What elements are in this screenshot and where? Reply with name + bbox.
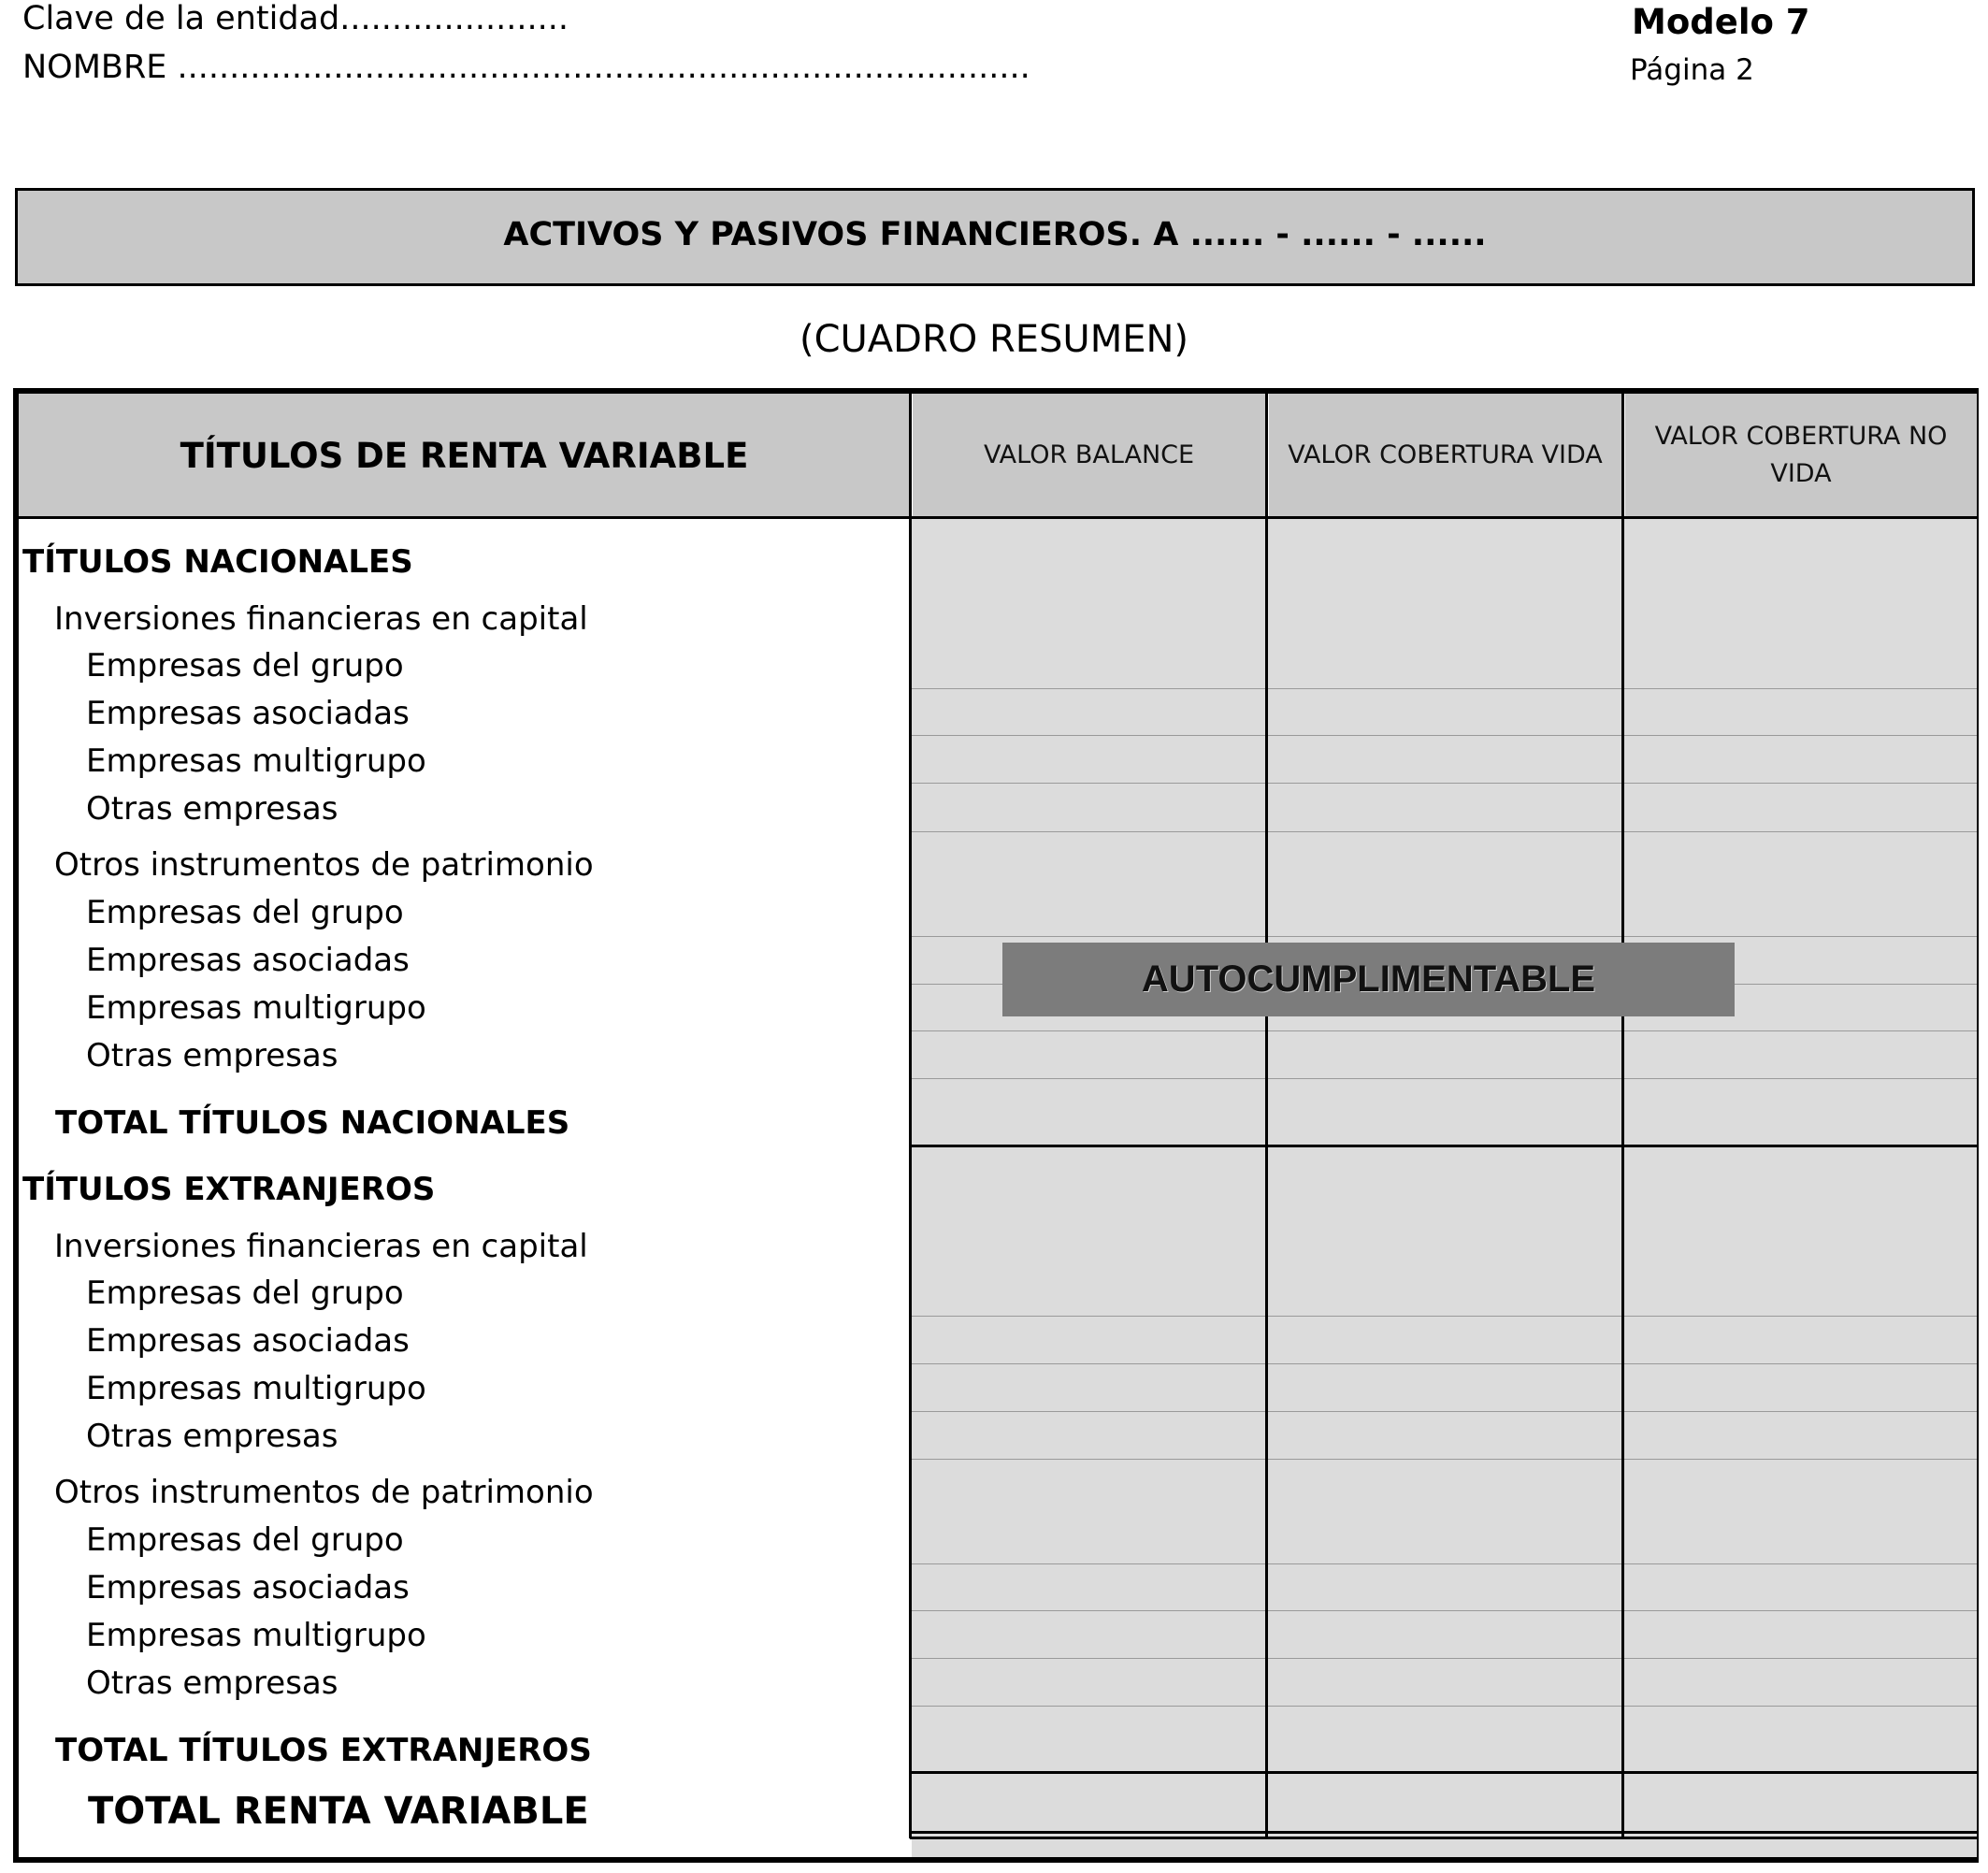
row-label: Empresas multigrupo <box>86 742 426 780</box>
entity-name-label: NOMBRE .................................................................................. <box>22 49 1030 86</box>
values-area <box>912 519 1977 1857</box>
row-divider <box>912 783 1977 784</box>
row-divider <box>912 1610 1977 1611</box>
column-divider <box>909 394 912 1838</box>
grand-total-label: TOTAL RENTA VARIABLE <box>88 1790 589 1833</box>
row-divider <box>912 1316 1977 1317</box>
row-divider <box>912 1411 1977 1412</box>
total-foreign-label: TOTAL TÍTULOS EXTRANJEROS <box>55 1732 592 1769</box>
row-label: Otros instrumentos de patrimonio <box>54 1474 594 1511</box>
row-label: Otras empresas <box>86 1664 339 1702</box>
row-divider <box>912 831 1977 832</box>
row-label: Otras empresas <box>86 1037 339 1074</box>
row-label: Empresas del grupo <box>86 1521 404 1559</box>
section-divider <box>910 1145 1977 1147</box>
section-title-national: TÍTULOS NACIONALES <box>22 543 413 581</box>
row-divider <box>912 735 1977 736</box>
main-column-header: TÍTULOS DE RENTA VARIABLE <box>19 394 910 517</box>
row-label: Empresas asociadas <box>86 1569 410 1606</box>
column-header-balance: VALOR BALANCE <box>913 394 1265 517</box>
column-header-life: VALOR COBERTURA VIDA <box>1269 394 1621 517</box>
row-divider <box>912 1706 1977 1707</box>
row-divider <box>912 1459 1977 1460</box>
row-label: Inversiones financieras en capital <box>54 600 588 638</box>
row-label: Empresas multigrupo <box>86 989 426 1027</box>
entity-code-label: Clave de la entidad...................... <box>22 0 569 37</box>
row-divider <box>912 936 1977 937</box>
column-divider <box>1621 394 1624 1838</box>
row-label: Inversiones financieras en capital <box>54 1228 588 1265</box>
row-label: Otras empresas <box>86 1418 339 1455</box>
row-label: Empresas asociadas <box>86 1322 410 1360</box>
auto-filled-banner: AUTOCUMPLIMENTABLE <box>1002 943 1735 1016</box>
section-divider <box>910 1771 1977 1774</box>
row-divider <box>912 1078 1977 1079</box>
total-national-label: TOTAL TÍTULOS NACIONALES <box>55 1104 570 1142</box>
row-label: Empresas del grupo <box>86 894 404 931</box>
row-divider <box>912 1563 1977 1564</box>
row-label: Empresas asociadas <box>86 942 410 979</box>
row-label: Empresas multigrupo <box>86 1617 426 1654</box>
row-divider <box>912 688 1977 689</box>
form-title: ACTIVOS Y PASIVOS FINANCIEROS. A ...... - ...... - ...... <box>15 188 1975 286</box>
row-label: Empresas multigrupo <box>86 1370 426 1407</box>
row-label: Otras empresas <box>86 790 339 828</box>
column-divider <box>1265 394 1268 1838</box>
row-label: Empresas asociadas <box>86 695 410 732</box>
total-divider <box>910 1837 1977 1839</box>
section-title-foreign: TÍTULOS EXTRANJEROS <box>22 1171 436 1208</box>
row-divider <box>912 1363 1977 1364</box>
total-divider <box>910 1831 1977 1834</box>
form-subtitle: (CUADRO RESUMEN) <box>799 318 1188 361</box>
row-divider <box>912 1030 1977 1031</box>
row-label: Otros instrumentos de patrimonio <box>54 846 594 884</box>
page-number: Página 2 <box>1630 53 1754 87</box>
row-divider <box>912 1658 1977 1659</box>
model-number: Modelo 7 <box>1632 2 1810 42</box>
row-label: Empresas del grupo <box>86 647 404 684</box>
column-header-non-life: VALOR COBERTURA NO VIDA <box>1625 394 1977 517</box>
row-label: Empresas del grupo <box>86 1275 404 1312</box>
